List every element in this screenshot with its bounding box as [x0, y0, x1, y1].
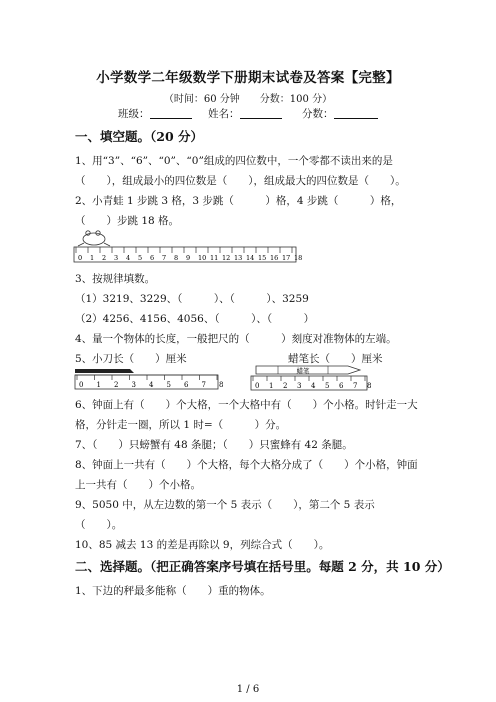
question-line: （1）3219、3229、（ ）、（ ）、3259 — [75, 293, 309, 305]
question-line: 蜡笔长（ ）厘米 — [288, 353, 383, 365]
tick-label: 3 — [114, 254, 119, 262]
page-number: 1 / 6 — [236, 684, 260, 695]
name-blank[interactable] — [240, 107, 282, 119]
tick-label: 17 — [282, 254, 291, 262]
question-line: 5、小刀长（ ）厘米 — [75, 353, 187, 365]
question-line: 10、85 减去 13 的差是再除以 9，列综合式（ ）。 — [75, 539, 330, 551]
tick-label: 0 — [255, 382, 260, 390]
tick-label: 8 — [367, 382, 372, 390]
question-line: 8、钟面上一共有（ ）个大格，每个大格分成了（ ）个小格，钟面 — [75, 459, 418, 471]
class-field — [118, 107, 192, 121]
score-label: 分数： — [302, 108, 334, 120]
tick-label: 8 — [219, 381, 224, 389]
knife-icon — [75, 369, 134, 373]
tick-label: 6 — [339, 382, 344, 390]
score-blank[interactable] — [334, 107, 378, 119]
class-blank[interactable] — [150, 107, 192, 119]
tick-label: 5 — [166, 381, 171, 389]
tick-label: 1 — [96, 381, 101, 389]
tick-label: 7 — [162, 254, 167, 262]
tick-label: 18 — [294, 254, 303, 262]
question-line: 格，分针走一圈，所以 1 时=（ ）分。 — [75, 419, 287, 431]
tick-label: 5 — [138, 254, 143, 262]
question-line: 7、（ ）只螃蟹有 48 条腿；（ ）只蜜蜂有 42 条腿。 — [75, 439, 353, 451]
question-line: （ ），组成最小的四位数是（ ），组成最大的四位数是（ ）。 — [75, 175, 406, 187]
tick-label: 15 — [258, 254, 267, 262]
name-field — [208, 107, 282, 121]
tick-label: 6 — [184, 381, 189, 389]
tick-label: 9 — [186, 254, 191, 262]
tick-label: 2 — [283, 382, 288, 390]
tick-label: 4 — [311, 382, 316, 390]
section2-heading: 二、选择题。（把正确答案序号填在括号里。每题 2 分，共 10 分） — [75, 559, 450, 574]
tick-label: 1 — [269, 382, 274, 390]
tick-label: 13 — [234, 254, 243, 262]
tick-label: 11 — [210, 254, 219, 262]
tick-label: 14 — [246, 254, 255, 262]
tick-label: 16 — [270, 254, 279, 262]
tick-label: 8 — [174, 254, 179, 262]
tick-label: 0 — [78, 254, 83, 262]
page-title: 小学数学二年级数学下册期末试卷及答案【完整】 — [96, 70, 400, 86]
question-line: 上一共有（ ）个小格。 — [75, 479, 201, 491]
tick-label: 1 — [90, 254, 95, 262]
tick-label: 6 — [150, 254, 155, 262]
class-label: 班级： — [118, 108, 150, 120]
crayon-ruler — [248, 362, 370, 392]
question-line: （ ）步跳 18 格。 — [75, 215, 180, 227]
question-line: 4、量一个物体的长度，一般把尺的（ ）刻度对准物体的左端。 — [75, 333, 397, 345]
tick-label: 7 — [201, 381, 206, 389]
question-line: 9、5050 中，从左边数的第一个 5 表示（ ），第二个 5 表示 — [75, 499, 375, 511]
score-field — [302, 107, 378, 121]
tick-label: 10 — [198, 254, 207, 262]
crayon-label: 蜡笔 — [296, 367, 310, 375]
tick-label: 2 — [102, 254, 107, 262]
question-line: 3、按规律填数。 — [75, 273, 156, 285]
question-line: 2、小青蛙 1 步跳 3 格，3 步跳（ ）格，4 步跳（ ）格， — [75, 195, 402, 207]
question-line: （ ）。 — [75, 519, 123, 531]
frog-icon — [78, 231, 110, 246]
tick-label: 12 — [222, 254, 231, 262]
tick-label: 3 — [131, 381, 136, 389]
tick-label: 4 — [149, 381, 154, 389]
tick-label: 5 — [325, 382, 330, 390]
question-line: 1、下边的秤最多能称（ ）重的物体。 — [75, 585, 271, 597]
question-line: 6、钟面上有（ ）个大格，一个大格中有（ ）个小格。时针走一大 — [75, 399, 418, 411]
knife-ruler — [72, 366, 222, 392]
exam-time-score: （时间：60 分钟 分数：100 分） — [163, 94, 333, 105]
tick-label: 4 — [126, 254, 131, 262]
name-label: 姓名： — [208, 108, 240, 120]
question-line: （2）4256、4156、4056、（ ）、（ ） — [75, 313, 315, 325]
tick-label: 7 — [353, 382, 358, 390]
section1-heading: 一、填空题。（20 分） — [75, 129, 203, 144]
question-line: 1、用“3”、“6”、“0”、“0”组成的四位数中，一个零都不读出来的是 — [75, 155, 393, 167]
frog-number-line — [72, 226, 302, 266]
crayon-icon — [256, 366, 360, 375]
tick-label: 3 — [297, 382, 302, 390]
tick-label: 2 — [114, 381, 119, 389]
tick-label: 0 — [79, 381, 84, 389]
